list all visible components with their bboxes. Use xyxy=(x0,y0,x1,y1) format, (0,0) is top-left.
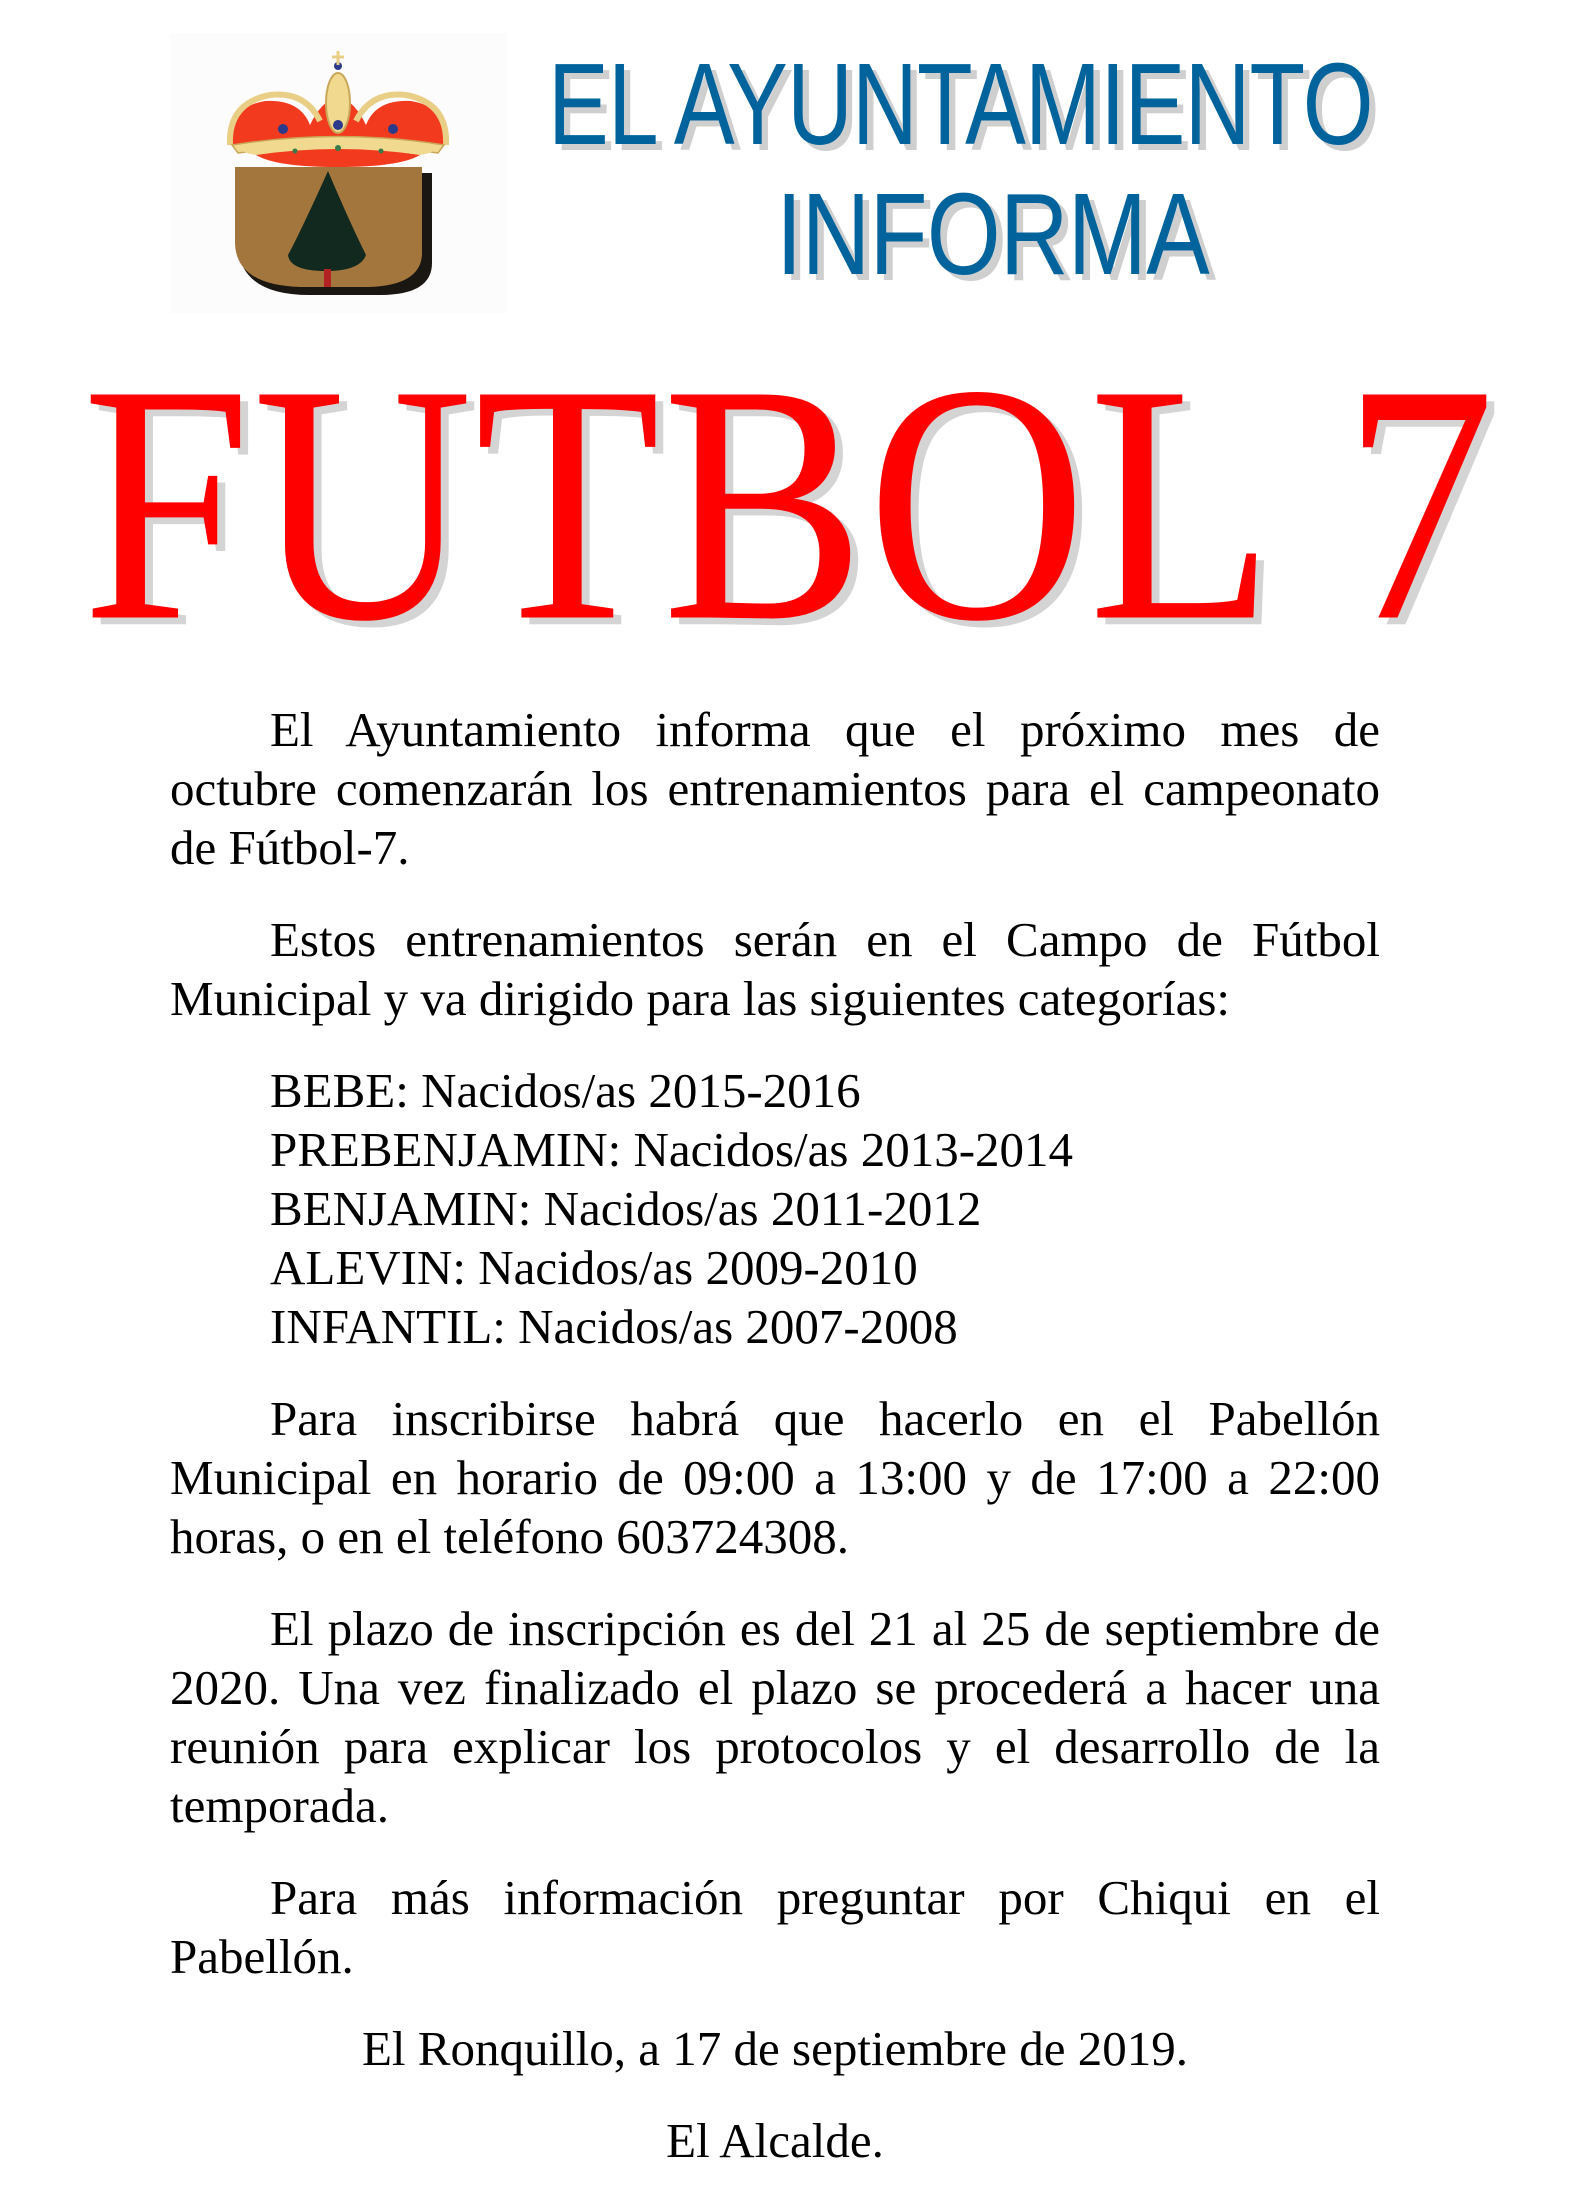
main-title: FUTBOL 7 xyxy=(82,313,1498,692)
category-item: BEBE: Nacidos/as 2015-2016 xyxy=(270,1063,861,1118)
paragraph-more-info: Para más información preguntar por Chiqui en el Pabellón. xyxy=(170,1870,1380,1984)
category-list xyxy=(270,1061,1380,1356)
crown-icon xyxy=(230,51,446,167)
category-item: PREBENJAMIN: Nacidos/as 2013-2014 xyxy=(270,1122,1074,1177)
shield-icon xyxy=(235,167,432,295)
notice-body xyxy=(170,700,1380,2203)
category-item: BENJAMIN: Nacidos/as 2011-2012 xyxy=(270,1181,982,1236)
category-item: INFANTIL: Nacidos/as 2007-2008 xyxy=(270,1299,958,1354)
category-item: ALEVIN: Nacidos/as 2009-2010 xyxy=(270,1240,918,1295)
header-title-line2: INFORMA xyxy=(776,169,1209,299)
signature: El Alcalde. xyxy=(666,2113,884,2168)
municipal-crest xyxy=(170,33,507,313)
paragraph-location: Estos entrenamientos serán en el Campo de Fútbol Municipal y va dirigido para las siguientes categorías: xyxy=(170,912,1380,1026)
header-title-line1: EL AYUNTAMIENTO xyxy=(548,39,1373,169)
paragraph-intro: El Ayuntamiento informa que el próximo mes de octubre comenzarán los entrenamientos para el campeonato de Fútbol-7. xyxy=(170,702,1380,875)
paragraph-deadline: El plazo de inscripción es del 21 al 25 de septiembre de 2020. Una vez finalizado el plazo se procederá a hacer una reunión para explicar los protocolos y el desarrollo de la temporada. xyxy=(170,1601,1380,1833)
coat-of-arms-icon xyxy=(170,33,507,313)
paragraph-registration: Para inscribirse habrá que hacerlo en el Pabellón Municipal en horario de 09:00 a 13:00 y de 17:00 a 22:00 horas, o en el teléfono 603724308. xyxy=(170,1391,1380,1564)
place-date: El Ronquillo, a 17 de septiembre de 2019. xyxy=(361,2021,1189,2076)
